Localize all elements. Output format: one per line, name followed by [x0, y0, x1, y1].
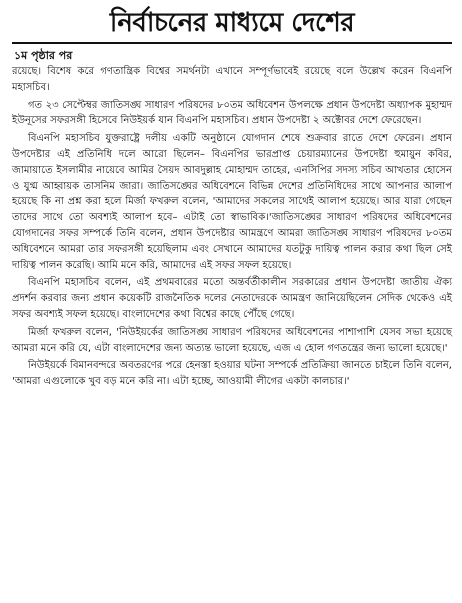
article-paragraph: মির্জা ফখরুল বলেন, 'নিউইয়র্কের জাতিসঙ্ঘ সাধারণ পরিষদের অধিবেশনের পাশাপাশি যেসব সভা হয়েছে আমরা মনে করি যে, এটা বাংলাদেশের জন্য অত্যন্ত ভালো হয়েছে, এজ এ হোল গণতন্ত্রের জন্য ভালো হয়েছে।'	[12, 326, 452, 354]
continuation-label: ১ম পৃষ্ঠার পর	[14, 49, 73, 62]
newspaper-page	[0, 6, 462, 603]
headline-divider	[12, 42, 452, 44]
article-paragraph: নিউইয়র্কে বিমানবন্দরে অবতরণের পরে হেনস্তা হওয়ার ঘটনা সম্পর্কে প্রতিক্রিয়া জানতে চাইলে তিনি বলেন, 'আমরা এগুলোকে খুব বড় মনে করি না। এটা হচ্ছে, আওয়ামী লীগের একটা কালচার।'	[12, 360, 452, 388]
article-paragraph: রয়েছে। বিশেষ করে গণতান্ত্রিক বিশ্বের সমর্থনটা এখানে সম্পূর্ণভাবেই রয়েছে বলে উল্লেখ করেন বিএনপি মহাসচিব।	[12, 66, 452, 93]
article-paragraph: বিএনপি মহাসচিব বলেন, এই প্রথমবারের মতো অন্তর্বর্তীকালীন সরকারের প্রধান উপদেষ্টা জাতীয় ঐক্য প্রদর্শন করবার জন্য প্রধান কয়েকটি রাজনৈতিক দলের নেতাদেরকে আমন্ত্রণ জানিয়েছিলেন সেদিক থেকেও এই সফর অবশ্যই সফল হয়েছে। বাংলাদেশের কথা বিশ্বের কাছে পৌঁছে গেছে।	[12, 277, 452, 320]
headline: নির্বাচনের মাধ্যমে দেশের	[109, 8, 355, 38]
article-paragraph: গত ২৩ সেপ্টেম্বর জাতিসঙ্ঘ সাধারণ পরিষদের ৮০তম অধিবেশন উপলক্ষে প্রধান উপদেষ্টা অধ্যাপক মুহাম্মদ ইউনূসের সফরসঙ্গী হিসেবে নিউইয়র্ক যান বিএনপি মহাসচিব। প্রধান উপদেষ্টা ২ অক্টোবর দেশে ফেরেছেন।	[12, 99, 452, 127]
article-paragraph: বিএনপি মহাসচিব যুক্তরাষ্ট্রে দলীয় একটি অনুষ্ঠানে যোগদান শেষে শুক্রবার রাতে দেশে ফেরেন। প্রধান উপদেষ্টার এই প্রতিনিধি দলে আরো ছিলেন– বিএনপির ভারপ্রাপ্ত চেয়ারম্যানের উপদেষ্টা হুমায়ুন কবির, জামায়াতে ইসলামীর নায়েবে আমির সৈয়দ আবদুল্লাহ মোহাম্মদ তাহের, এনসিপির সদস্য সচিব আখতার হোসেন ও যুগ্ম আহ্বায়ক তাসনিম জারা। জাতিসঙ্ঘের অধিবেশনে বিভিন্ন দেশের প্রতিনিধিদের সাথে আপনার আলাপ হয়েছে কি না প্রশ্ন করা হলে মির্জা ফখরুল বলেন, 'আমাদের সকলের সাথেই আলাপ হয়েছে। আর যারা গেছেন তাদের সাথে তো অবশ্যই আলাপ হবে– এটাই তো স্বাভাবিক।'জাতিসঙ্ঘের সাধারণ পরিষদের অধিবেশনের যোগদানের সফর সম্পর্কে তিনি বলেন, প্রধান উপদেষ্টার আমন্ত্রণে আমরা জাতিসঙ্ঘ সাধারণ পরিষদের ৮০তম অধিবেশনে আমরা তার সফরসঙ্গী হয়েছিলাম এবং সেখানে আমাদের যতটুকু দায়িত্ব পালন করার কথা ছিল সেই দায়িত্ব পালন করেছি। আমি মনে করি, আমাদের এই সফর সফল হয়েছে।	[12, 133, 452, 271]
article-body	[12, 64, 452, 390]
